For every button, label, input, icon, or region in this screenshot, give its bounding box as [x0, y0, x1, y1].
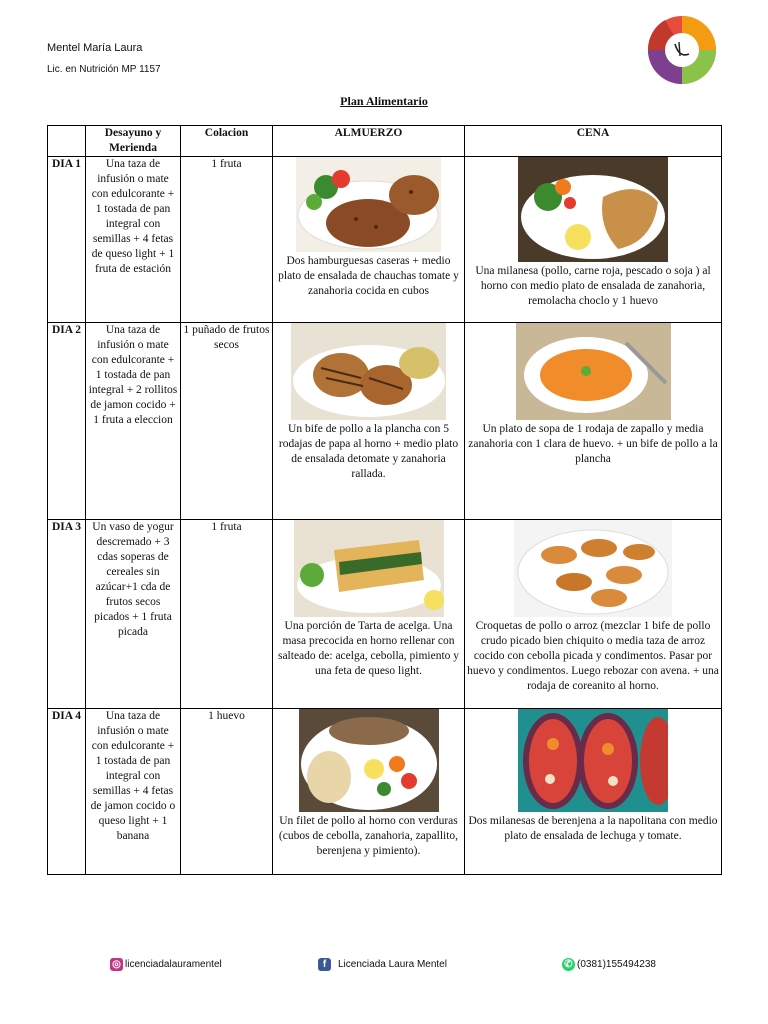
breakfast-cell: Un vaso de yogur descremado + 3 cdas soperas de cereales sin azúcar+1 cda de frutos secos picados + 1 fruta picada [86, 520, 181, 709]
dinner-cell [465, 520, 722, 709]
breakfast-cell: Una taza de infusión o mate con edulcorante + 1 tostada de pan integral con semillas + 4 fetas de jamon cocido o queso light + 1 banana [86, 709, 181, 875]
croquettes-photo [514, 520, 672, 617]
footer-whatsapp[interactable] [562, 958, 656, 971]
header-day [48, 126, 86, 157]
snack-cell: 1 fruta [181, 520, 273, 709]
facebook-icon: f [318, 958, 331, 971]
table-row [48, 520, 722, 709]
dinner-cell [465, 323, 722, 520]
lunch-text: Un bife de pollo a la plancha con 5 rodajas de papa al horno + medio plato de ensalada detomate y zanahoria rallada. [278, 423, 459, 480]
instagram-handle[interactable]: licenciadalauramentel [125, 959, 222, 970]
dinner-cell [465, 157, 722, 323]
dinner-text: Una milanesa (pollo, carne roja, pescado o soja ) al horno con medio plato de ensalada de zanahoria, remolacha choclo y 1 huevo [475, 265, 711, 307]
day-label: DIA 3 [48, 520, 86, 709]
dinner-cell [465, 709, 722, 875]
instagram-icon: ◎ [110, 958, 123, 971]
chard-tart-photo [294, 520, 444, 617]
table-row [48, 709, 722, 875]
day-label: DIA 2 [48, 323, 86, 520]
chicken-vegetables-photo [299, 709, 439, 812]
footer-facebook[interactable] [318, 958, 447, 971]
lunch-cell [273, 323, 465, 520]
whatsapp-number[interactable]: (0381)155494238 [577, 959, 656, 970]
header-dinner: CENA [465, 126, 722, 157]
snack-cell: 1 fruta [181, 157, 273, 323]
grilled-chicken-photo [291, 323, 446, 420]
table-row [48, 323, 722, 520]
header-breakfast: Desayuno y Merienda [86, 126, 181, 157]
lunch-text: Un filet de pollo al horno con verduras (cubos de cebolla, zanahoria, zapallito, berenjena y pimiento). [278, 815, 459, 857]
facebook-page[interactable]: Licenciada Laura Mentel [338, 959, 447, 970]
footer-instagram[interactable] [110, 958, 222, 971]
dinner-text: Dos milanesas de berenjena a la napolitana con medio plato de ensalada de lechuga y tomate. [468, 815, 718, 842]
whatsapp-icon: ✆ [562, 958, 575, 971]
breakfast-cell: Una taza de infusión o mate con edulcorante + 1 tostada de pan integral + 2 rollitos de jamon cocido + 1 fruta a eleccion [86, 323, 181, 520]
header-lunch: ALMUERZO [273, 126, 465, 157]
lunch-cell [273, 157, 465, 323]
license-number: Lic. en Nutrición MP 1157 [47, 64, 161, 75]
lunch-cell [273, 520, 465, 709]
burgers-photo [296, 157, 441, 252]
pumpkin-soup-photo [516, 323, 671, 420]
snack-cell: 1 puñado de frutos secos [181, 323, 273, 520]
meal-plan-table [47, 125, 722, 875]
nutritionist-name: Mentel María Laura [47, 42, 143, 54]
header-snack: Colacion [181, 126, 273, 157]
snack-cell: 1 huevo [181, 709, 273, 875]
dinner-text: Croquetas de pollo o arroz (mezclar 1 bife de pollo crudo picado bien chiquito o media taza de arroz cocido con cebolla picada y condimentos. Pasar por huevo y condimentos. Luego rebozar con avena. + una rodaja de coreanito al horno. [467, 620, 719, 692]
milanesa-photo [518, 157, 668, 262]
breakfast-cell: Una taza de infusión o mate con edulcorante + 1 tostada de pan integral con semillas + 4 fetas de queso light + 1 fruta de estación [86, 157, 181, 323]
logo-fruit-wheel [643, 14, 721, 86]
eggplant-napolitana-photo [518, 709, 668, 812]
day-label: DIA 1 [48, 157, 86, 323]
lunch-text: Una porción de Tarta de acelga. Una masa precocida en horno rellenar con salteado de: acelga, cebolla, pimiento y una feta de queso light. [277, 620, 460, 677]
lunch-cell [273, 709, 465, 875]
table-row [48, 157, 722, 323]
table-header-row [48, 126, 722, 157]
page-title: Plan Alimentario [340, 94, 428, 108]
dinner-text: Un plato de sopa de 1 rodaja de zapallo y media zanahoria con 1 clara de huevo. + un bife de pollo a la plancha [468, 423, 718, 465]
day-label: DIA 4 [48, 709, 86, 875]
lunch-text: Dos hamburguesas caseras + medio plato de ensalada de chauchas tomate y zanahoria cocida en cubos [278, 255, 459, 297]
